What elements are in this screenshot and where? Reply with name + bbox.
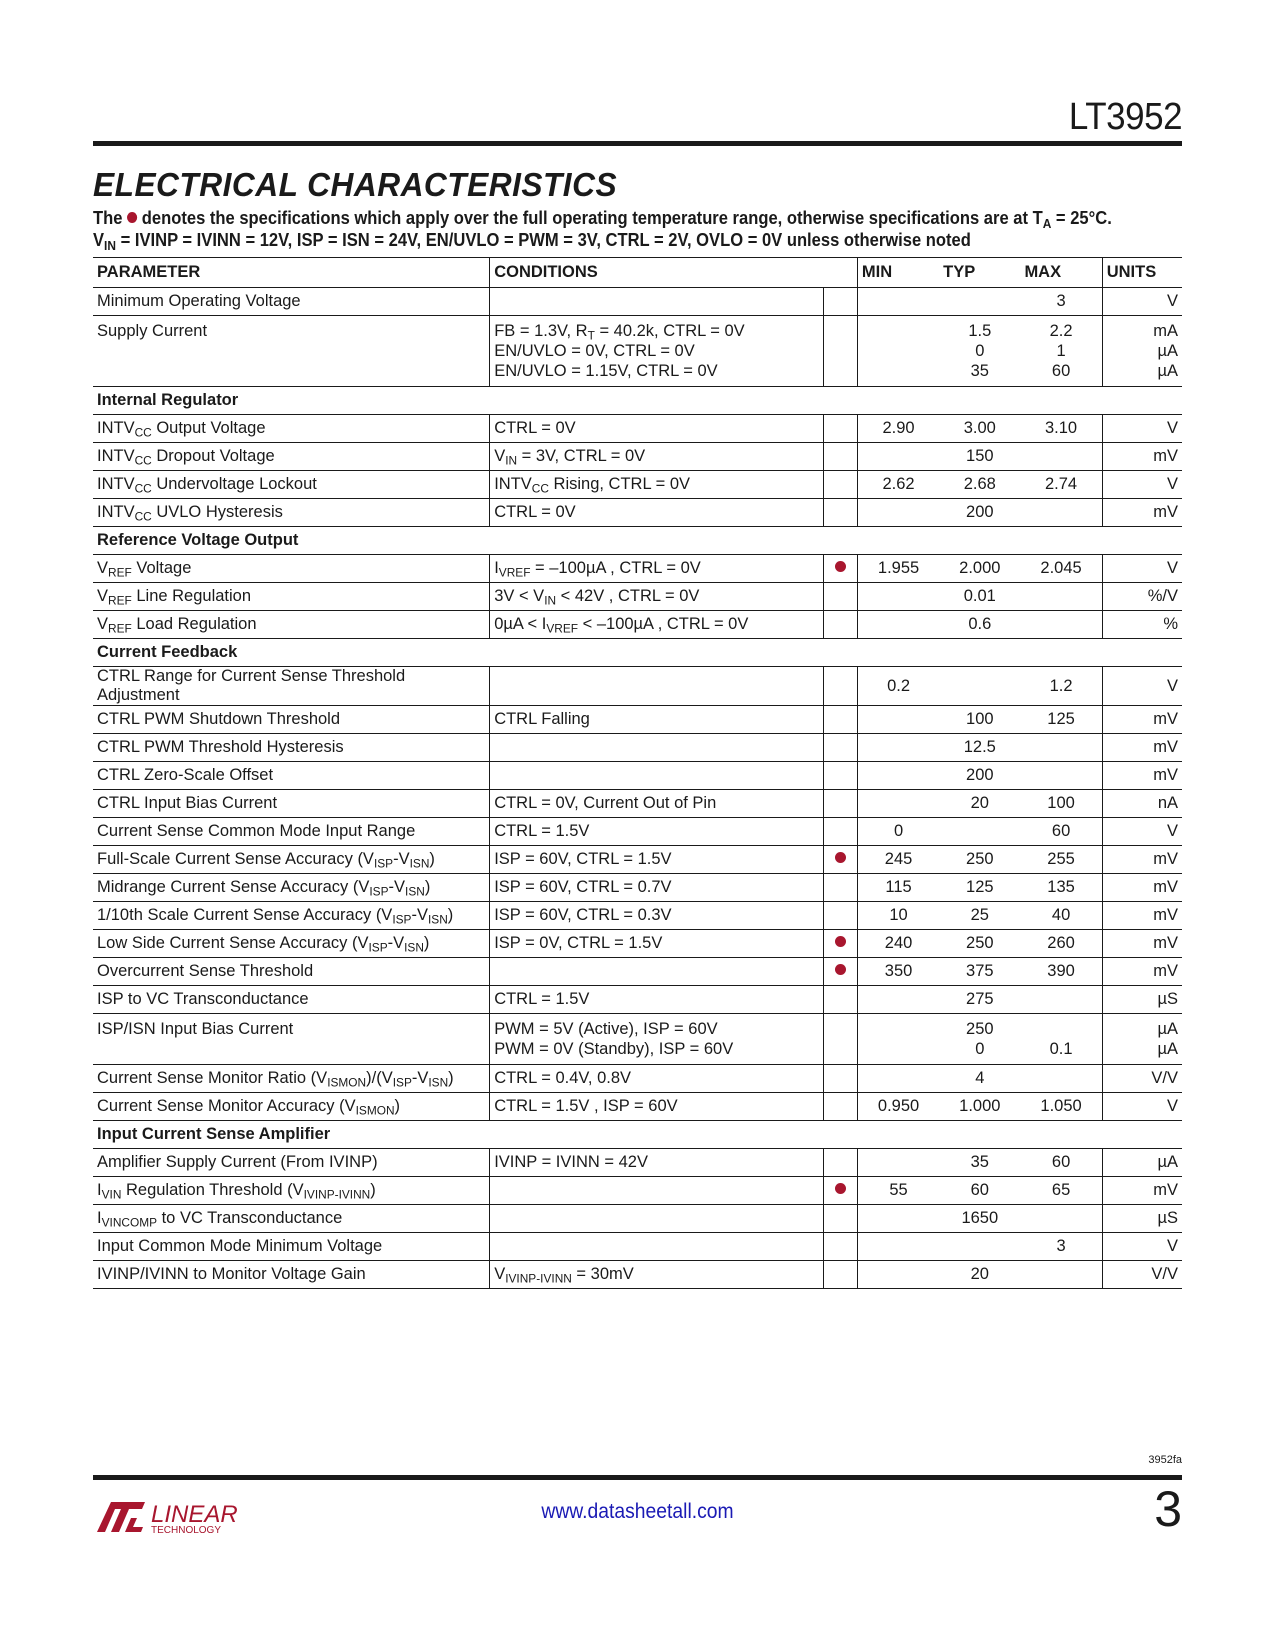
cell-parameter: IVINP/IVINN to Monitor Voltage Gain [93,1261,490,1289]
cell-max [1020,1205,1102,1233]
cell-temperature-dot [824,734,858,762]
table-row [93,667,1182,706]
cell-parameter: ISP/ISN Input Bias Current [93,1014,490,1065]
cell-units: mV [1102,1177,1182,1205]
cell-parameter: Midrange Current Sense Accuracy $(V_{ISP}-V_{ISN})$ [93,874,490,902]
table-row [93,762,1182,790]
cell-parameter: $INTV_{CC}$ Output Voltage [93,415,490,443]
cell-temperature-dot [824,667,858,706]
cell-temperature-dot [824,846,858,874]
cell-conditions: FB = 1.3V, $R_T = 40.2k$, CTRL = 0V EN/UVLO = 0V, CTRL = 0V EN/UVLO = 1.15V, CTRL = 0V [490,316,824,387]
cell-temperature-dot [824,790,858,818]
cell-min: 2.62 [857,471,939,499]
cell-parameter: $I_{VINCOMP}$ to VC Transconductance [93,1205,490,1233]
cell-conditions: PWM = 5V (Active), ISP = 60V PWM = 0V (Standby), ISP = 60V [490,1014,824,1065]
cell-temperature-dot [824,443,858,471]
cell-max: 255 [1020,846,1102,874]
cell-conditions [490,734,824,762]
cell-max: 2.2 1 60 [1020,316,1102,387]
cell-typ: 0.01 [939,583,1020,611]
cell-max: 125 [1020,706,1102,734]
cell-max: 0.1 [1020,1014,1102,1065]
cell-typ: 250 [939,930,1020,958]
bottom-rule [93,1475,1182,1480]
cell-conditions: $V_{IVINP-IVINN} = 30mV$ [490,1261,824,1289]
cell-temperature-dot [824,874,858,902]
table-row [93,1177,1182,1205]
header-units: UNITS [1102,258,1182,288]
cell-min: 115 [857,874,939,902]
cell-max: 3.10 [1020,415,1102,443]
cell-min [857,1065,939,1093]
cell-conditions: CTRL = 1.5V [490,818,824,846]
cell-temperature-dot [824,1149,858,1177]
cell-temperature-dot [824,415,858,443]
electrical-characteristics-table [93,257,1182,1289]
cell-min [857,443,939,471]
cell-conditions: $3V < V_{IN} < 42V$ , CTRL = 0V [490,583,824,611]
cell-typ: 275 [939,986,1020,1014]
cell-typ: 250 0 [939,1014,1020,1065]
table-row [93,1205,1182,1233]
table-group-row [93,1121,1182,1149]
cell-max: 3 [1020,1233,1102,1261]
cell-typ: 125 [939,874,1020,902]
cell-max: 135 [1020,874,1102,902]
cell-min: 10 [857,902,939,930]
cell-conditions: CTRL = 0V [490,415,824,443]
cell-typ: 25 [939,902,1020,930]
cell-typ: 2.000 [939,555,1020,583]
table-row [93,734,1182,762]
table-row [93,930,1182,958]
cell-parameter: Full-Scale Current Sense Accuracy $(V_{ISP}-V_{ISN})$ [93,846,490,874]
table-row [93,874,1182,902]
cell-parameter: Low Side Current Sense Accuracy $(V_{ISP}-V_{ISN})$ [93,930,490,958]
group-heading: Internal Regulator [93,387,1182,415]
cell-max: 60 [1020,1149,1102,1177]
table-row [93,499,1182,527]
temperature-range-dot-icon [835,852,846,863]
cell-max [1020,499,1102,527]
table-row [93,443,1182,471]
cell-units: mV [1102,762,1182,790]
cell-units: mV [1102,706,1182,734]
table-row [93,790,1182,818]
cell-min: 245 [857,846,939,874]
cell-typ: 200 [939,499,1020,527]
cell-typ: 1650 [939,1205,1020,1233]
cell-min [857,1205,939,1233]
cell-min: 0.2 [857,667,939,706]
cell-temperature-dot [824,471,858,499]
table-row [93,1065,1182,1093]
cell-parameter: CTRL Zero-Scale Offset [93,762,490,790]
cell-max: 3 [1020,288,1102,316]
cell-parameter: $V_{REF}$ Load Regulation [93,611,490,639]
cell-min: 2.90 [857,415,939,443]
cell-units: µA µA [1102,1014,1182,1065]
table-row [93,846,1182,874]
cell-temperature-dot [824,986,858,1014]
logo-wordmark: LINEAR [151,1501,238,1528]
cell-conditions: $INTV_{CC}$ Rising, CTRL = 0V [490,471,824,499]
cell-min [857,1261,939,1289]
table-row [93,316,1182,387]
cell-parameter: Input Common Mode Minimum Voltage [93,1233,490,1261]
cell-parameter: $INTV_{CC}$ Dropout Voltage [93,443,490,471]
cell-min [857,762,939,790]
cell-temperature-dot [824,555,858,583]
section-title: ELECTRICAL CHARACTERISTICS [93,166,618,203]
cell-typ: 100 [939,706,1020,734]
cell-temperature-dot [824,1233,858,1261]
cell-typ: 2.68 [939,471,1020,499]
cell-parameter: 1/10th Scale Current Sense Accuracy $(V_{ISP}-V_{ISN})$ [93,902,490,930]
cell-temperature-dot [824,1205,858,1233]
header-parameter: PARAMETER [93,258,490,288]
table-row [93,1149,1182,1177]
cell-min [857,499,939,527]
cell-temperature-dot [824,1093,858,1121]
cell-units: mV [1102,499,1182,527]
cell-conditions: ISP = 0V, CTRL = 1.5V [490,930,824,958]
logo-subtext: TECHNOLOGY [151,1525,222,1536]
cell-min [857,1149,939,1177]
cell-parameter: Overcurrent Sense Threshold [93,958,490,986]
cell-units: V [1102,415,1182,443]
cell-max: 60 [1020,818,1102,846]
cell-typ [939,667,1020,706]
cell-min [857,1233,939,1261]
cell-temperature-dot [824,611,858,639]
cell-parameter: $I_{VIN}$ Regulation Threshold $(V_{IVINP-IVINN})$ [93,1177,490,1205]
temperature-range-dot-icon [835,936,846,947]
cell-min: 240 [857,930,939,958]
cell-conditions: ISP = 60V, CTRL = 0.7V [490,874,824,902]
cell-parameter: CTRL Input Bias Current [93,790,490,818]
table-row [93,986,1182,1014]
table-row [93,1014,1182,1065]
cell-typ: 0.6 [939,611,1020,639]
cell-conditions: CTRL = 0.4V, 0.8V [490,1065,824,1093]
cell-units: %/V [1102,583,1182,611]
cell-temperature-dot [824,1261,858,1289]
table-row [93,471,1182,499]
cell-parameter: CTRL PWM Shutdown Threshold [93,706,490,734]
cell-conditions [490,1205,824,1233]
subtitle [93,207,1112,253]
cell-max: 390 [1020,958,1102,986]
cell-temperature-dot [824,288,858,316]
cell-min [857,611,939,639]
cell-conditions: $0\mu A < I_{VREF} < -100\mu A$ , CTRL = 0V [490,611,824,639]
header-max: MAX [1020,258,1102,288]
subtitle-line-1: The denotes the specifications which apply over the full operating temperature range, otherwise specifications are at $T_A = 25^\circ C$. [93,208,1112,231]
table-row [93,415,1182,443]
cell-units: mV [1102,958,1182,986]
table-row [93,706,1182,734]
cell-temperature-dot [824,902,858,930]
table-row [93,958,1182,986]
table-body [93,288,1182,1289]
cell-max: 2.045 [1020,555,1102,583]
cell-typ: 1.5 0 35 [939,316,1020,387]
cell-typ: 200 [939,762,1020,790]
table-row [93,1233,1182,1261]
cell-parameter: CTRL Range for Current Sense Threshold Adjustment [93,667,490,706]
cell-temperature-dot [824,762,858,790]
cell-units: mV [1102,846,1182,874]
cell-units: nA [1102,790,1182,818]
cell-typ: 60 [939,1177,1020,1205]
cell-typ: 3.00 [939,415,1020,443]
cell-conditions [490,288,824,316]
table-row [93,1093,1182,1121]
cell-temperature-dot [824,930,858,958]
cell-conditions: $V_{IN} = 3V$, CTRL = 0V [490,443,824,471]
cell-min: 0 [857,818,939,846]
cell-max [1020,762,1102,790]
temperature-range-dot-icon [835,964,846,975]
cell-units: V [1102,1093,1182,1121]
cell-units: mV [1102,902,1182,930]
table-group-row [93,639,1182,667]
page-number: 3 [1154,1481,1182,1537]
cell-max [1020,611,1102,639]
cell-conditions: CTRL Falling [490,706,824,734]
cell-min [857,316,939,387]
cell-temperature-dot [824,499,858,527]
cell-temperature-dot [824,1014,858,1065]
cell-min [857,583,939,611]
cell-units: mV [1102,874,1182,902]
cell-conditions [490,958,824,986]
table-group-row [93,527,1182,555]
cell-parameter: $INTV_{CC}$ Undervoltage Lockout [93,471,490,499]
cell-temperature-dot [824,706,858,734]
cell-max [1020,1065,1102,1093]
cell-units: mV [1102,734,1182,762]
cell-max [1020,986,1102,1014]
table-row [93,1261,1182,1289]
cell-temperature-dot [824,958,858,986]
cell-max: 260 [1020,930,1102,958]
top-rule [93,141,1182,146]
group-heading: Input Current Sense Amplifier [93,1121,1182,1149]
cell-typ: 375 [939,958,1020,986]
cell-max: 1.2 [1020,667,1102,706]
cell-conditions: CTRL = 1.5V [490,986,824,1014]
cell-typ: 35 [939,1149,1020,1177]
cell-parameter: Current Sense Common Mode Input Range [93,818,490,846]
table-header-row [93,258,1182,288]
table-row [93,583,1182,611]
cell-units: µA [1102,1149,1182,1177]
cell-min: 55 [857,1177,939,1205]
document-number: 3952fa [1148,1454,1182,1466]
cell-units: V/V [1102,1065,1182,1093]
cell-parameter: Minimum Operating Voltage [93,288,490,316]
group-heading: Current Feedback [93,639,1182,667]
cell-conditions: CTRL = 0V [490,499,824,527]
cell-parameter: $INTV_{CC}$ UVLO Hysteresis [93,499,490,527]
cell-max: 65 [1020,1177,1102,1205]
cell-units: V [1102,818,1182,846]
cell-conditions: CTRL = 1.5V , ISP = 60V [490,1093,824,1121]
cell-units: V/V [1102,1261,1182,1289]
cell-max [1020,583,1102,611]
cell-max: 100 [1020,790,1102,818]
cell-conditions [490,1177,824,1205]
cell-conditions: ISP = 60V, CTRL = 1.5V [490,846,824,874]
cell-max [1020,443,1102,471]
cell-parameter: Amplifier Supply Current (From IVINP) [93,1149,490,1177]
cell-max [1020,1261,1102,1289]
cell-conditions: CTRL = 0V, Current Out of Pin [490,790,824,818]
cell-conditions: $I_{VREF} = -100\mu A$ , CTRL = 0V [490,555,824,583]
cell-temperature-dot [824,1177,858,1205]
cell-units: V [1102,555,1182,583]
cell-parameter: Current Sense Monitor Accuracy $(V_{ISMON})$ [93,1093,490,1121]
cell-typ: 1.000 [939,1093,1020,1121]
cell-min: 0.950 [857,1093,939,1121]
cell-typ: 12.5 [939,734,1020,762]
cell-units: % [1102,611,1182,639]
temperature-range-dot-icon [835,1183,846,1194]
cell-max: 2.74 [1020,471,1102,499]
cell-units: V [1102,288,1182,316]
cell-units: µS [1102,986,1182,1014]
table-row [93,902,1182,930]
cell-parameter: ISP to VC Transconductance [93,986,490,1014]
cell-max: 40 [1020,902,1102,930]
footer-url-link[interactable]: www.datasheetall.com [541,1500,734,1523]
cell-temperature-dot [824,316,858,387]
cell-max [1020,734,1102,762]
temperature-range-dot-icon [127,212,137,223]
header-min: MIN [857,258,939,288]
cell-min [857,790,939,818]
cell-min [857,288,939,316]
cell-min: 350 [857,958,939,986]
cell-min [857,1014,939,1065]
cell-temperature-dot [824,818,858,846]
cell-min [857,734,939,762]
cell-conditions [490,762,824,790]
cell-typ [939,818,1020,846]
cell-parameter: $V_{REF}$ Voltage [93,555,490,583]
table-row [93,611,1182,639]
part-number: LT3952 [1068,96,1182,138]
cell-conditions [490,667,824,706]
cell-units: mV [1102,930,1182,958]
cell-units: mA µA µA [1102,316,1182,387]
table-row [93,818,1182,846]
cell-min [857,986,939,1014]
cell-typ: 4 [939,1065,1020,1093]
header-typ: TYP [939,258,1020,288]
table-row [93,555,1182,583]
temperature-range-dot-icon [835,561,846,572]
cell-units: µS [1102,1205,1182,1233]
table-group-row [93,387,1182,415]
cell-min [857,706,939,734]
group-heading: Reference Voltage Output [93,527,1182,555]
cell-parameter: $V_{REF}$ Line Regulation [93,583,490,611]
cell-parameter: Supply Current [93,316,490,387]
cell-max: 1.050 [1020,1093,1102,1121]
cell-typ: 150 [939,443,1020,471]
cell-conditions: ISP = 60V, CTRL = 0.3V [490,902,824,930]
subtitle-line-2: $V_{IN}$ = IVINP = IVINN = 12V, ISP = ISN = 24V, EN/UVLO = PWM = 3V, CTRL = 2V, OVLO = 0V unless otherwise noted [93,230,971,253]
cell-min: 1.955 [857,555,939,583]
cell-temperature-dot [824,583,858,611]
cell-temperature-dot [824,1065,858,1093]
cell-typ [939,288,1020,316]
cell-conditions: IVINP = IVINN = 42V [490,1149,824,1177]
cell-units: V [1102,471,1182,499]
cell-units: mV [1102,443,1182,471]
cell-units: V [1102,1233,1182,1261]
header-conditions: CONDITIONS [490,258,858,288]
cell-typ: 20 [939,790,1020,818]
table-row [93,288,1182,316]
cell-parameter: Current Sense Monitor Ratio $(V_{ISMON})/(V_{ISP}-V_{ISN})$ [93,1065,490,1093]
cell-parameter: CTRL PWM Threshold Hysteresis [93,734,490,762]
cell-typ: 20 [939,1261,1020,1289]
cell-typ: 250 [939,846,1020,874]
cell-conditions [490,1233,824,1261]
cell-units: V [1102,667,1182,706]
cell-typ [939,1233,1020,1261]
